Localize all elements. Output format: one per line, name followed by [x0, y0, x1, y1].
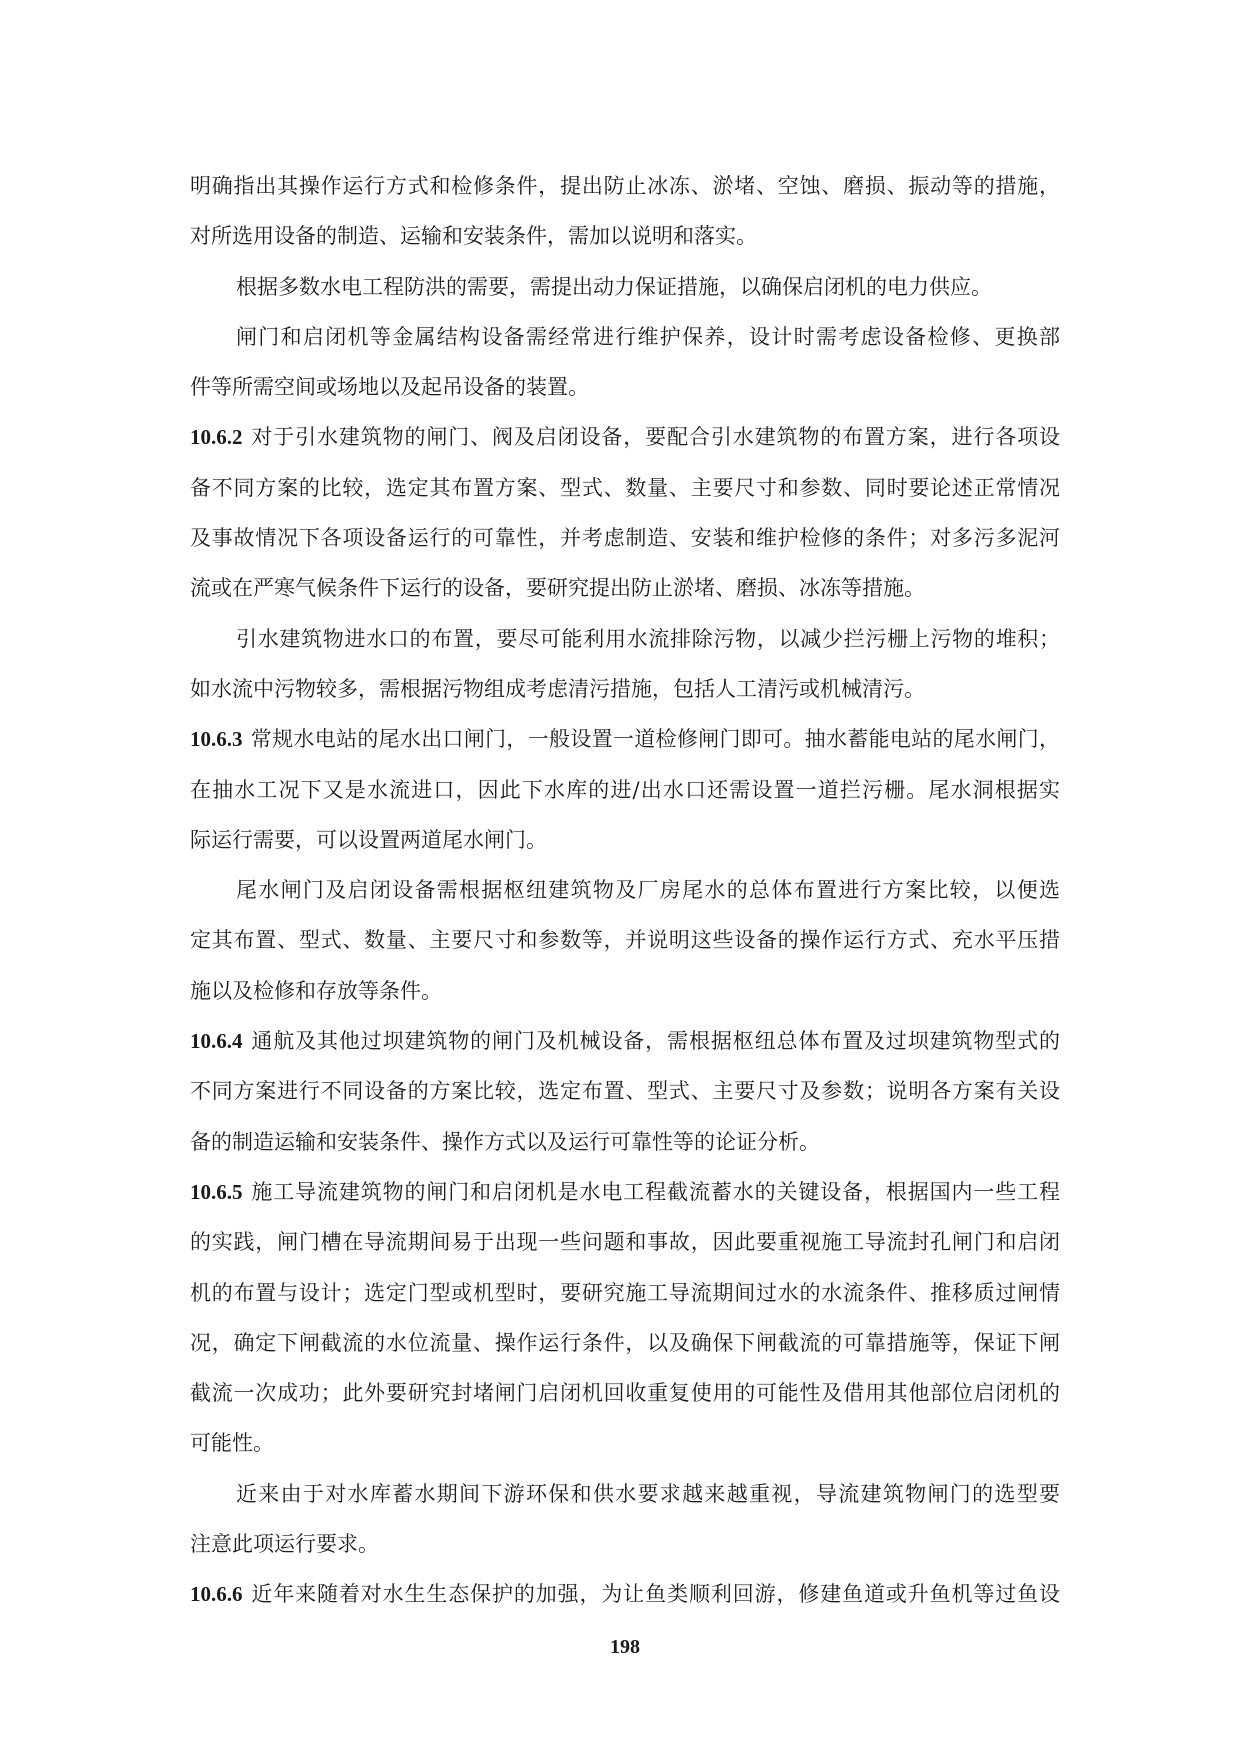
clause-text: 施工导流建筑物的闸门和启闭机是水电工程截流蓄水的关键设备，根据国内一些工程: [250, 1179, 1060, 1204]
text-line: 际运行需要，可以设置两道尾水闸门。: [190, 827, 547, 852]
text-line: 机的布置与设计；选定门型或机型时，要研究施工导流期间过水的水流条件、推移质过闸情: [190, 1280, 1060, 1305]
text-line: 根据多数水电工程防洪的需要，需提出动力保证措施，以确保启闭机的电力供应。: [236, 274, 992, 299]
clause-text: 常规水电站的尾水出口闸门，一般设置一道检修闸门即可。抽水蓄能电站的尾水闸门，: [250, 727, 1060, 752]
clause-text: 近年来随着对水生生态保护的加强，为让鱼类顺利回游，修建鱼道或升鱼机等过鱼设: [250, 1582, 1060, 1607]
text-line: 定其布置、型式、数量、主要尺寸和参数等，并说明这些设备的操作运行方式、充水平压措: [190, 928, 1060, 953]
text-line: 截流一次成功；此外要研究封堵闸门启闭机回收重复使用的可能性及借用其他部位启闭机的: [190, 1381, 1060, 1406]
clause-line: [190, 412, 1060, 462]
text-line: 的实践，闸门槽在导流期间易于出现一些问题和事故，因此要重视施工导流封孔闸门和启闭: [190, 1230, 1060, 1255]
text-line: 不同方案进行不同设备的方案比较，选定布置、型式、主要尺寸及参数；说明各方案有关设: [190, 1079, 1060, 1104]
clause-number: 10.6.3: [190, 727, 243, 752]
text-line: 对所选用设备的制造、运输和安装条件，需加以说明和落实。: [190, 224, 757, 249]
text-line: 及事故情况下各项设备运行的可靠性，并考虑制造、安装和维护检修的条件；对多污多泥河: [190, 526, 1060, 551]
clause-line: [190, 1569, 1060, 1619]
text-line: 引水建筑物进水口的布置，要尽可能利用水流排除污物，以减少拦污栅上污物的堆积；: [236, 626, 1060, 651]
text-line: 备的制造运输和安装条件、操作方式以及运行可靠性等的论证分析。: [190, 1129, 820, 1154]
clause-number: 10.6.6: [190, 1582, 243, 1607]
text-line: 在抽水工况下又是水流进口，因此下水库的进/出水口还需设置一道拦污栅。尾水洞根据实: [190, 777, 1060, 802]
clause-number: 10.6.5: [190, 1179, 243, 1204]
page-number: 198: [610, 1636, 640, 1658]
text-line: 注意此项运行要求。: [190, 1532, 379, 1557]
clause-text: 通航及其他过坝建筑物的闸门及机械设备，需根据枢纽总体布置及过坝建筑物型式的: [250, 1029, 1060, 1054]
text-line: 闸门和启闭机等金属结构设备需经常进行维护保养，设计时需考虑设备检修、更换部: [236, 324, 1060, 349]
text-line: 近来由于对水库蓄水期间下游环保和供水要求越来越重视，导流建筑物闸门的选型要: [236, 1481, 1060, 1506]
text-line: 可能性。: [190, 1431, 274, 1456]
clause-number: 10.6.2: [190, 425, 243, 450]
clause-number: 10.6.4: [190, 1029, 243, 1054]
document-body: [190, 161, 1060, 1620]
text-line: 尾水闸门及启闭设备需根据枢纽建筑物及厂房尾水的总体布置进行方案比较，以便选: [236, 878, 1060, 903]
text-line: 施以及检修和存放等条件。: [190, 978, 442, 1003]
clause-line: [190, 1167, 1060, 1217]
text-line: 况，确定下闸截流的水位流量、操作运行条件，以及确保下闸截流的可靠措施等，保证下闸: [190, 1330, 1060, 1355]
text-line: 明确指出其操作运行方式和检修条件，提出防止冰冻、淤堵、空蚀、磨损、振动等的措施，: [190, 174, 1060, 198]
clause-text: 对于引水建筑物的闸门、阀及启闭设备，要配合引水建筑物的布置方案，进行各项设: [250, 425, 1060, 450]
clause-line: [190, 714, 1060, 764]
text-line: 件等所需空间或场地以及起吊设备的装置。: [190, 375, 589, 400]
text-line: 备不同方案的比较，选定其布置方案、型式、数量、主要尺寸和参数、同时要论述正常情况: [190, 475, 1060, 500]
text-line: 流或在严寒气候条件下运行的设备，要研究提出防止淤堵、磨损、冰冻等措施。: [190, 576, 925, 601]
text-line: 如水流中污物较多，需根据污物组成考虑清污措施，包括人工清污或机械清污。: [190, 676, 925, 701]
clause-line: [190, 1016, 1060, 1066]
